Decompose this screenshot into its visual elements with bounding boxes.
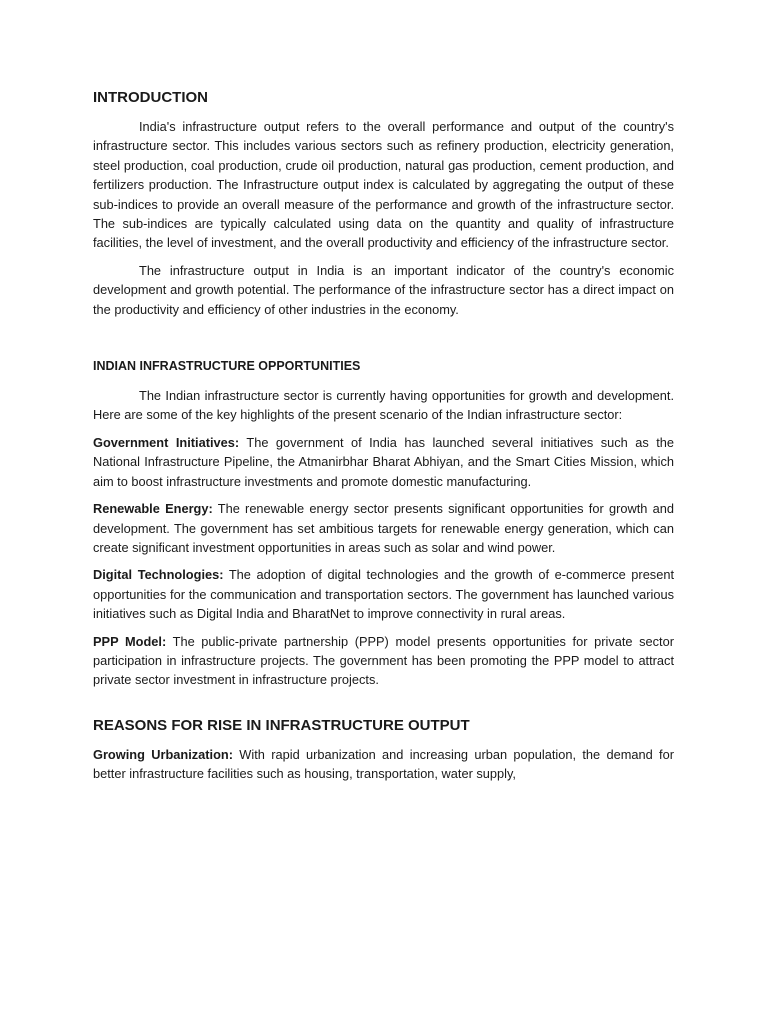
section-spacer xyxy=(93,327,674,357)
opportunity-lead: Renewable Energy: xyxy=(93,501,213,517)
reasons-heading: REASONS FOR RISE IN INFRASTRUCTURE OUTPUT xyxy=(93,716,470,734)
document-body xyxy=(93,88,674,792)
opportunities-heading: INDIAN INFRASTRUCTURE OPPORTUNITIES xyxy=(93,359,361,374)
opportunity-text: The adoption of digital technologies and the growth of e-commerce present opportunities for the communication and transportation sectors. The government has launched various initiatives such as Digital India and BharatNet to improve connectivity in rural areas. xyxy=(93,567,674,622)
opportunity-lead: Digital Technologies: xyxy=(93,567,224,583)
opportunity-lead: Government Initiatives: xyxy=(93,434,240,450)
opportunity-renewable-energy xyxy=(93,499,674,557)
introduction-paragraph-2: The infrastructure output in India is an important indicator of the country's economic development and growth potential. The performance of the infrastructure sector has a direct impact on the productivity and efficiency of other industries in the economy. xyxy=(93,262,674,317)
introduction-paragraph-1: India's infrastructure output refers to the overall performance and output of the country's infrastructure sector. This includes various sectors such as refinery production, electricity generation, steel production, coal production, crude oil production, natural gas production, cement production, and fertilizers production. The Infrastructure output index is calculated by aggregating the output of these sub-indices to provide an overall measure of the performance and growth of the infrastructure sector. The sub-indices are typically calculated using data on the quantity and quality of infrastructure facilities, the level of investment, and the overall productivity and efficiency of the infrastructure sector. xyxy=(93,119,674,251)
opportunity-lead: PPP Model: xyxy=(93,633,167,649)
opportunity-text: The government of India has launched several initiatives such as the National Infrastructure Pipeline, the Atmanirbhar Bharat Abhiyan, and the Smart Cities Mission, which aim to boost infrastructure investments and promote domestic manufacturing. xyxy=(93,434,674,489)
opportunity-ppp-model xyxy=(93,632,674,690)
opportunity-text: The public-private partnership (PPP) model presents opportunities for private sector participation in infrastructure projects. The government has been promoting the PPP model to attract private sector investment in infrastructure projects. xyxy=(93,633,674,688)
introduction-heading: INTRODUCTION xyxy=(93,89,208,106)
opportunity-text: The renewable energy sector presents significant opportunities for growth and development. The government has set ambitious targets for renewable energy generation, which can create significant investment opportunities in areas such as solar and wind power. xyxy=(93,501,674,555)
opportunity-digital-technologies xyxy=(93,565,674,623)
reason-text: With rapid urbanization and increasing urban population, the demand for better infrastructure facilities such as housing, transportation, water supply, xyxy=(93,746,674,782)
opportunities-intro: The Indian infrastructure sector is currently having opportunities for growth and development. Here are some of the key highlights of the present scenario of the Indian infrastructure sector: xyxy=(93,388,674,423)
reason-growing-urbanization xyxy=(93,745,674,784)
section-spacer xyxy=(93,698,674,716)
reason-lead: Growing Urbanization: xyxy=(93,746,233,762)
opportunity-government-initiatives xyxy=(93,433,674,491)
